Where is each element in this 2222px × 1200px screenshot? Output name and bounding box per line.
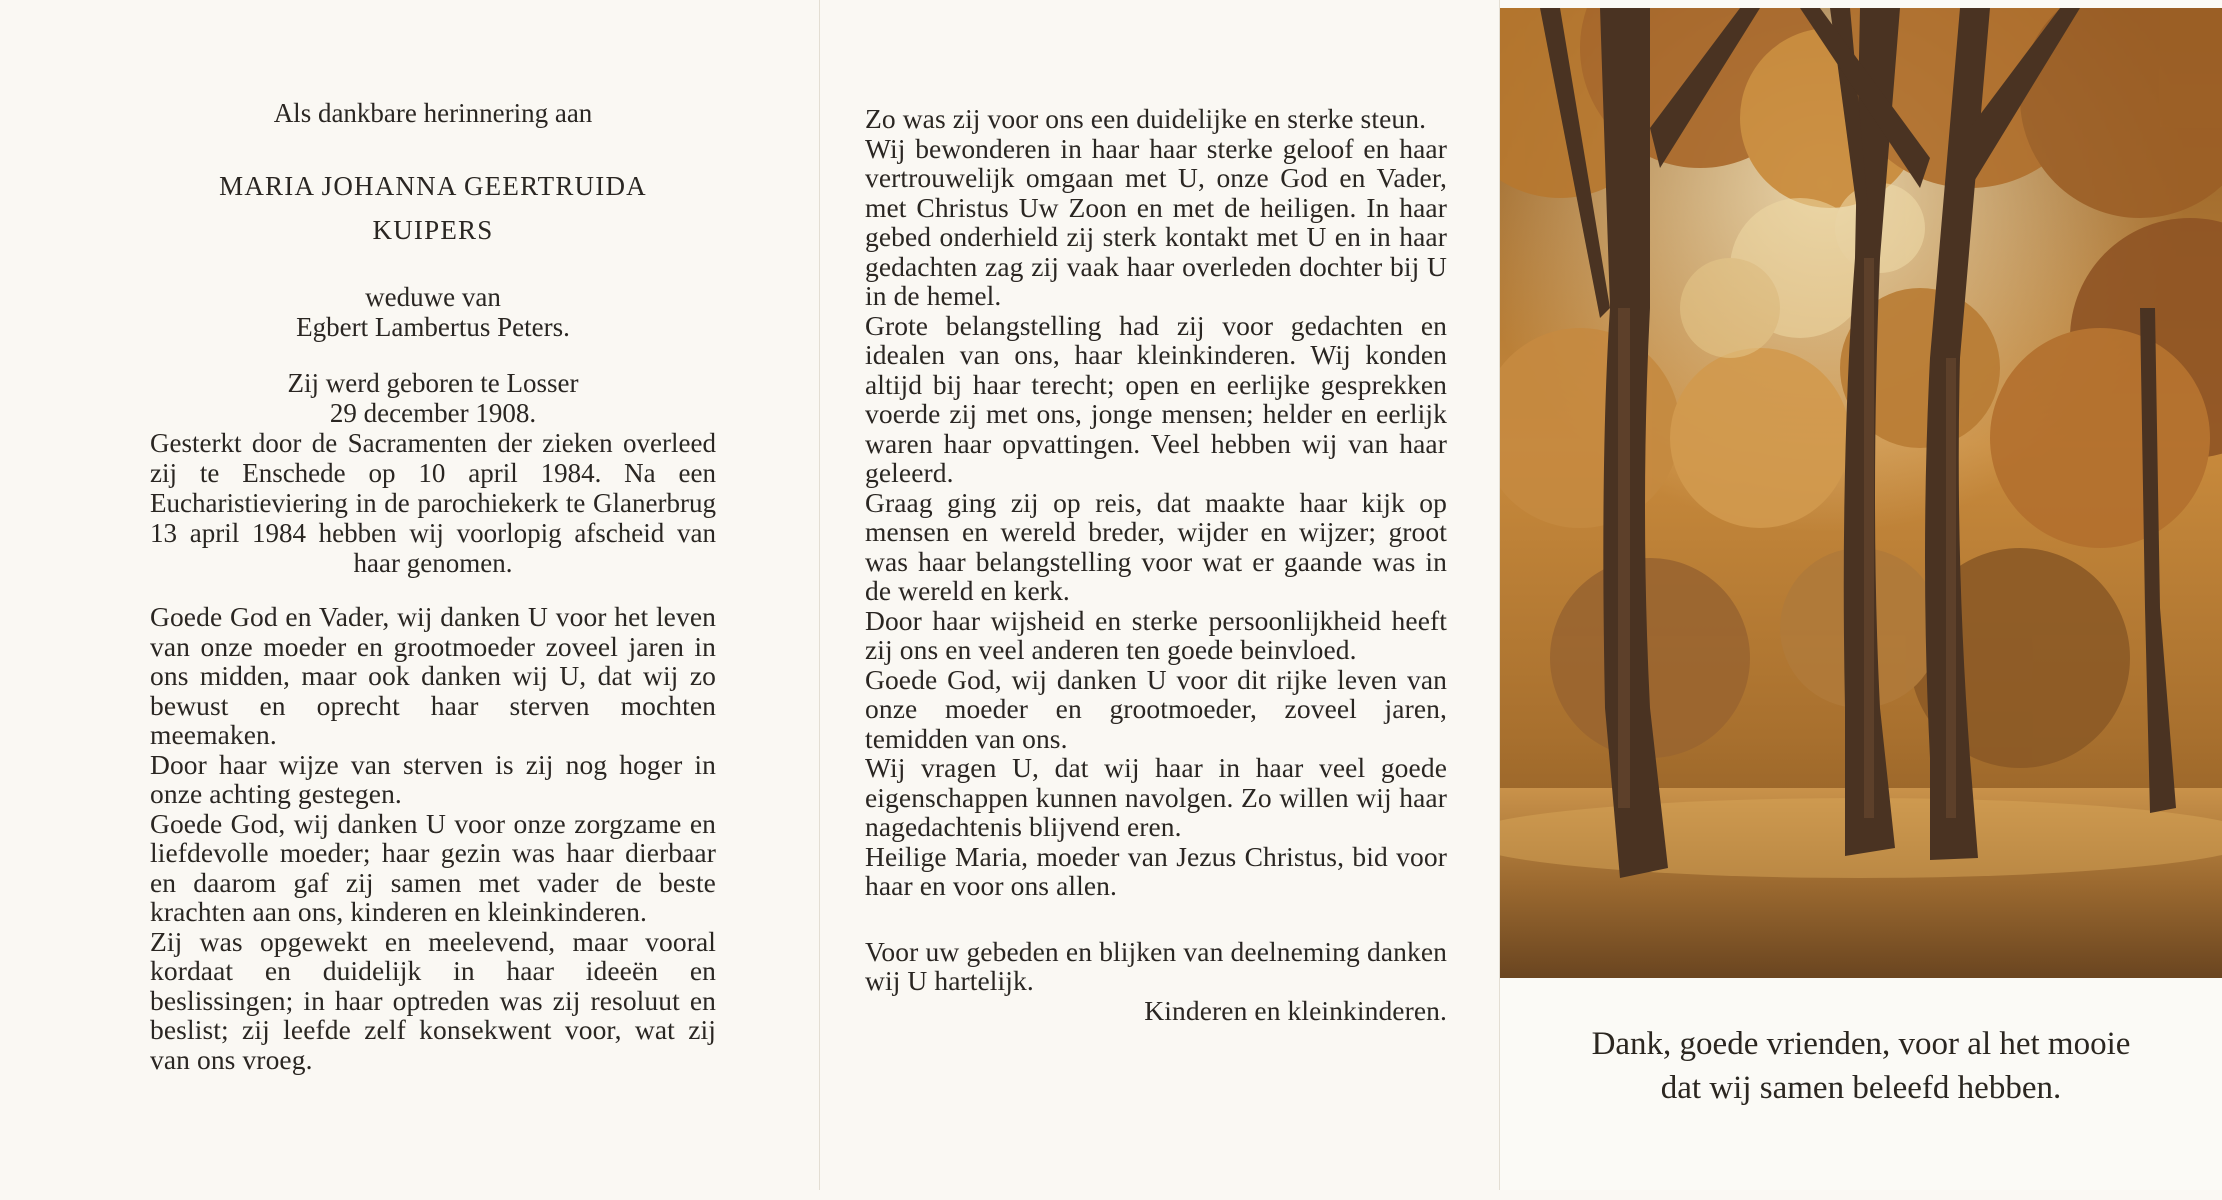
forest-illustration [1500,8,2222,978]
death-paragraph: Gesterkt door de Sacramenten der zieken overleed zij te Enschede op 10 april 1984. Na een Eucharistieviering in de parochiekerk te Glanerbrug 13 april 1984 hebben wij voorlopig afscheid van haar genomen. [150,428,716,578]
caption-line1: Dank, goede vrienden, voor al het mooie [1591,1026,2131,1062]
paragraph: Goede God, wij danken U voor dit rijke leven van onze moeder en grootmoeder, zoveel jaren, temidden van ons. [865,663,1447,754]
paragraph: Graag ging zij op reis, dat maakte haar kijk op mensen en wereld breder, wijder en wijzer; groot was haar belangstelling voor wat er gaande was in de wereld en kerk. [865,486,1447,606]
paragraph: Zo was zij voor ons een duidelijke en sterke steun. [865,103,1427,134]
intro-block [150,98,716,578]
paragraph: Wij vragen U, dat wij haar in haar veel goede eigenschappen kunnen navolgen. Zo willen wij haar nagedachtenis blijvend eren. [865,752,1447,842]
middle-page [820,0,1500,1190]
paragraph: Goede God, wij danken U voor onze zorgzame en liefdevolle moeder; haar gezin was haar dierbaar en daarom gaf zij samen met vader de beste krachten aan ons, kinderen en kleinkinderen. [150,807,716,927]
paragraph: Grote belangstelling had zij voor gedachten en idealen van ons, haar kleinkinderen. Wij konden altijd bij haar terecht; open en eerlijke gesprekken voerde zij met ons, jonge mensen; helder en eerlijk waren haar opvattingen. Veel hebben wij van haar geleerd. [865,309,1447,488]
paragraph: Heilige Maria, moeder van Jezus Christus, bid voor haar en voor ons allen. [865,840,1447,901]
widow-line2: Egbert Lambertus Peters. [296,312,570,342]
right-page [1500,0,2222,1190]
prayer-left [150,602,716,1074]
born-line2: 29 december 1908. [329,398,537,428]
opening-line: Als dankbare herinnering aan [273,98,593,128]
paragraph: Door haar wijze van sterven is zij nog hoger in onze achting gestegen. [150,748,716,809]
widow-line1: weduwe van [365,282,501,312]
autumn-forest-photo [1500,8,2222,978]
paragraph: Door haar wijsheid en sterke persoonlijkheid heeft zij ons en veel anderen ten goede beinvloed. [865,604,1447,665]
caption [1520,1022,2202,1110]
prayer-middle [865,104,1447,1025]
paragraph: Wij bewonderen in haar haar sterke geloof en haar vertrouwelijk omgaan met U, onze God en Vader, met Christus Uw Zoon en met de heiligen. In haar gebed onderhield zij sterk kontakt met U en in haar gedachten zag zij vaak haar overleden dochter bij U in de hemel. [865,132,1447,311]
born-line1: Zij werd geboren te Losser [287,368,579,398]
deceased-name-line2: KUIPERS [372,215,494,245]
left-page [0,0,820,1190]
deceased-name-line1: MARIA JOHANNA GEERTRUIDA [219,171,647,201]
paragraph: Goede God en Vader, wij danken U voor het leven van onze moeder en grootmoeder zoveel jaren in ons midden, maar ook danken wij U, dat wij zo bewust en oprecht haar sterven mochten meemaken. [150,601,716,750]
thanks-line: Voor uw gebeden en blijken van deelneming danken wij U hartelijk. [865,935,1447,996]
caption-line2: dat wij samen beleefd hebben. [1660,1070,2062,1106]
signature: Kinderen en kleinkinderen. [1144,994,1447,1026]
paragraph: Zij was opgewekt en meelevend, maar vooral kordaat en duidelijk in haar ideeën en beslissingen; in haar optreden was zij resoluut en beslist; zij leefde zelf konsekwent voor, wat zij van ons vroeg. [150,925,716,1075]
